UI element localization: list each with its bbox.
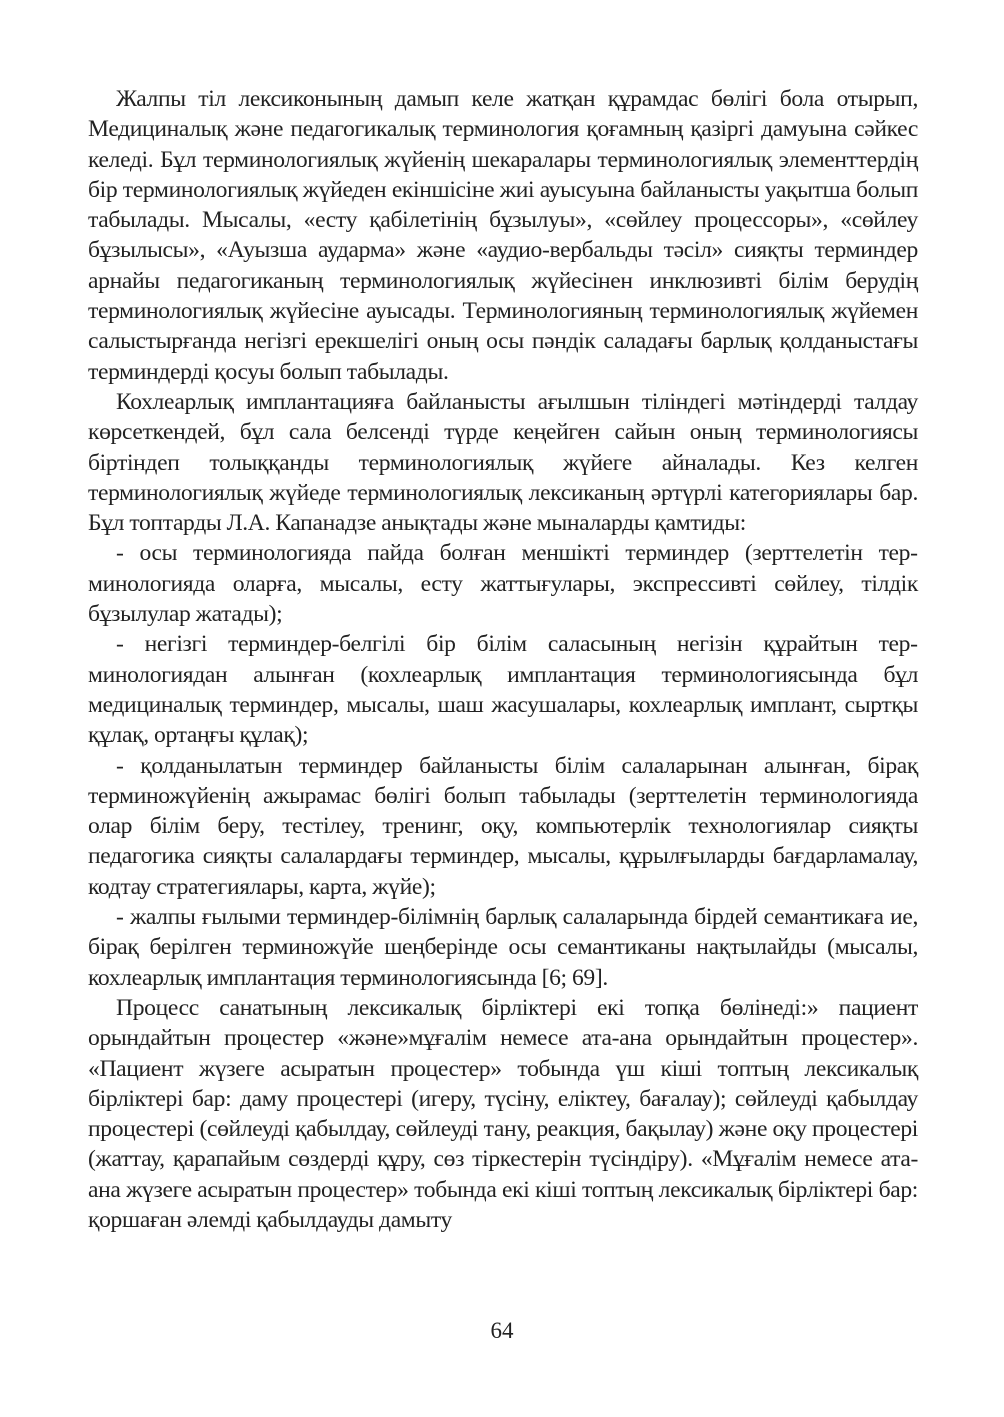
page-text-body — [88, 84, 918, 1334]
page-number: 64 — [490, 1318, 514, 1343]
list-item-applied-terms: - қолданылатын терминдер байланысты білім салаларынан алынған, бірақ терминожүйенің ажырамас бөлігі болып табылады (зерттелетін терминологияда олар білім беру, тестілеу, тренинг, оқу, компьютерлік технологиялар сияқты педагогика сияқты салалардағы терминдер, мысалы, құрылғыларды бағдарламалау, кодтау стратегиялары, карта, жүйе); — [88, 752, 918, 900]
paragraph-terminology-system: Жалпы тіл лексиконының дамып келе жатқан құрамдас бөлігі бола отырып, Медициналық және педагогикалық терминология қоғамның қазіргі дамуына сәйкес келеді. Бұл терминологиялық жүйенің шекаралары терминологиялық элементтердің бір терминологиялық жүйеден екіншісіне жиі ауысуына байланысты уақытша болып табылады. Мысалы, «есту қабілетінің бұзылуы», «сөйлеу процессоры», «сөйлеу бұзылысы», «Ауызша аударма» және «аудио-вербальды тәсіл» сияқты терминдер арнайы педагогиканың терминологиялық жүйесінен инклюзивті білім берудің терминологиялық жүйесіне ауысады. Терминологияның терминологиялық жүйемен салыстырғанда негізгі ерекшелігі оның осы пәндік саладағы барлық қолданыстағы терминдерді қосуы болып табылады. — [88, 86, 918, 385]
list-item-proper-terms: - осы терминологияда пайда болған меншікті терминдер (зерттелетін терминологияда оларға, мысалы, есту жаттығулары, экспрессивті сөйлеу, тілдік бұзылулар жатады); — [88, 540, 918, 628]
paragraph-process-category: Процесс санатының лексикалық бірліктері екі топқа бөлінеді:» пациент орындайтын процестер «және»мұғалім немесе ата-ана орындайтын процестер». «Пациент жүзеге асыратын процестер» тобында үш кіші топтың лексикалық бірліктері бар: даму процестері (игеру, түсіну, еліктеу, бағалау); сөйлеуді қабылдау процестері (сөйлеуді қабылдау, сөйлеуді тану, реакция, бақылау) және оқу процестері (жаттау, қарапайым сөздерді құру, сөз тіркестерін түсіндіру). «Мұғалім немесе ата-ана жүзеге асыратын процестер» тобында екі кіші топтың лексикалық бірліктері бар: қоршаған әлемді қабылдауды дамыту — [88, 994, 918, 1233]
list-item-basic-terms: - негізгі терминдер-белгілі бір білім саласының негізін құрайтын терминологиядан алынған (кохлеарлық имплантация терминологиясында бұл медициналық терминдер, мысалы, шаш жасушалары, кохлеарлық имплант, сыртқы құлақ, ортаңғы құлақ); — [88, 631, 918, 749]
paragraph-cochlear-implantation-analysis: Кохлеарлық имплантацияға байланысты ағылшын тіліндегі мәтіндерді талдау көрсеткендей, бұл сала белсенді түрде кеңейген сайын оның терминологиясы біртіндеп толыққанды терминологиялық жүйеге айналады. Кез келген терминологиялық жүйеде терминологиялық лексиканың әртүрлі категориялары бар. Бұл топтарды Л.А. Капанадзе анықтады және мыналарды қамтиды: — [88, 388, 918, 537]
list-item-general-scientific-terms: - жалпы ғылыми терминдер-білімнің барлық салаларында бірдей семантикаға ие, бірақ берілген терминожүйе шеңберінде осы семантиканы нақтылайды (мысалы, кохлеарлық имплантация терминологиясында [6; 69]. — [88, 904, 918, 991]
